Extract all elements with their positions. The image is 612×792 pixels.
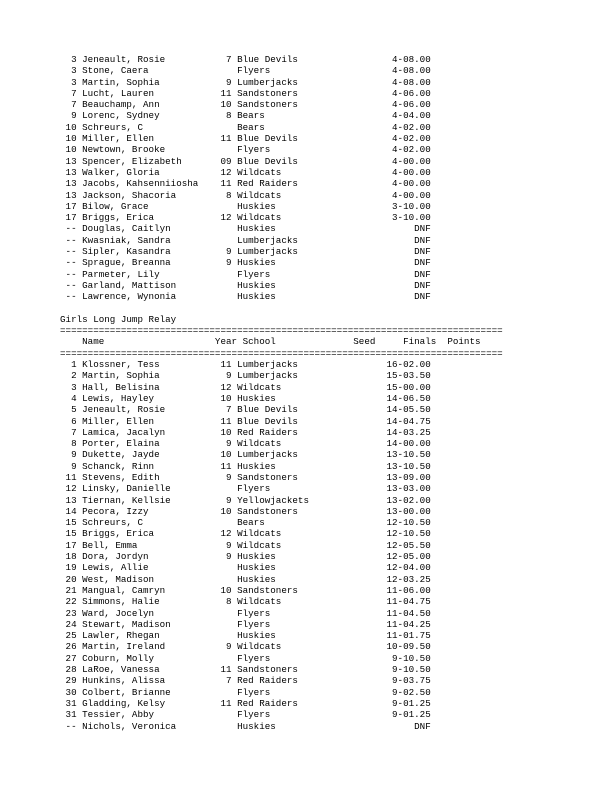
results-line: 13 Jackson, Shacoria 8 Wildcats 4-00.00 xyxy=(60,189,431,201)
results-line: 17 Bilow, Grace Huskies 3-10.00 xyxy=(60,200,431,212)
results-line: 29 Hunkins, Alissa 7 Red Raiders 9-03.75 xyxy=(60,675,431,687)
results-line: 3 Jeneault, Rosie 7 Blue Devils 4-08.00 xyxy=(60,54,431,65)
results-line: 2 Martin, Sophia 9 Lumberjacks 15-03.50 xyxy=(60,370,431,382)
results-line: 13 Walker, Gloria 12 Wildcats 4-00.00 xyxy=(60,166,431,178)
results-line: 13 Tiernan, Kellsie 9 Yellowjackets 13-02.00 xyxy=(60,494,431,506)
results-line: 10 Newtown, Brooke Flyers 4-02.00 xyxy=(60,144,431,156)
results-line: 7 Lucht, Lauren 11 Sandstoners 4-06.00 xyxy=(60,87,431,99)
results-line: 17 Bell, Emma 9 Wildcats 12-05.50 xyxy=(60,539,431,551)
results-listing xyxy=(60,54,503,732)
results-line: 31 Tessier, Abby Flyers 9-01.25 xyxy=(60,709,431,721)
results-line: 10 Schreurs, C Bears 4-02.00 xyxy=(60,121,431,133)
results-line: 15 Briggs, Erica 12 Wildcats 12-10.50 xyxy=(60,528,431,540)
results-line: 11 Stevens, Edith 9 Sandstoners 13-09.00 xyxy=(60,471,431,483)
results-line: 7 Beauchamp, Ann 10 Sandstoners 4-06.00 xyxy=(60,99,431,111)
results-line: 28 LaRoe, Vanessa 11 Sandstoners 9-10.50 xyxy=(60,664,431,676)
results-line: -- Parmeter, Lily Flyers DNF xyxy=(60,268,431,280)
results-line: 22 Simmons, Halie 8 Wildcats 11-04.75 xyxy=(60,596,431,608)
results-line: 15 Schreurs, C Bears 12-10.50 xyxy=(60,517,431,529)
results-line: -- Sprague, Breanna 9 Huskies DNF xyxy=(60,257,431,269)
results-line: 24 Stewart, Madison Flyers 11-04.25 xyxy=(60,618,431,630)
results-line: -- Garland, Mattison Huskies DNF xyxy=(60,279,431,291)
results-line: 21 Mangual, Camryn 10 Sandstoners 11-06.00 xyxy=(60,584,431,596)
results-line: 18 Dora, Jordyn 9 Huskies 12-05.00 xyxy=(60,551,431,563)
results-line: 14 Pecora, Izzy 10 Sandstoners 13-00.00 xyxy=(60,505,431,517)
results-line: 9 Dukette, Jayde 10 Lumberjacks 13-10.50 xyxy=(60,449,431,461)
results-line: 1 Klossner, Tess 11 Lumberjacks 16-02.00 xyxy=(60,359,431,371)
results-line: -- Lawrence, Wynonia Huskies DNF xyxy=(60,291,431,303)
results-line: 17 Briggs, Erica 12 Wildcats 3-10.00 xyxy=(60,212,431,224)
results-line: 30 Colbert, Brianne Flyers 9-02.50 xyxy=(60,686,431,698)
results-line: 19 Lewis, Allie Huskies 12-04.00 xyxy=(60,562,431,574)
results-line: -- Sipler, Kasandra 9 Lumberjacks DNF xyxy=(60,246,431,258)
results-line xyxy=(60,303,503,314)
results-line: 25 Lawler, Rhegan Huskies 11-01.75 xyxy=(60,630,431,642)
results-line: Name Year School Seed Finals Points xyxy=(60,336,481,348)
results-line: 12 Linsky, Danielle Flyers 13-03.00 xyxy=(60,483,431,495)
results-line: 27 Coburn, Molly Flyers 9-10.50 xyxy=(60,652,431,664)
results-line: 26 Martin, Ireland 9 Wildcats 10-09.50 xyxy=(60,641,431,653)
results-line: 31 Gladding, Kelsy 11 Red Raiders 9-01.25 xyxy=(60,697,431,709)
results-line: ================================================================================ xyxy=(60,325,503,337)
results-line: 23 Ward, Jocelyn Flyers 11-04.50 xyxy=(60,607,431,619)
results-line: 8 Porter, Elaina 9 Wildcats 14-00.00 xyxy=(60,438,431,450)
results-line: 10 Miller, Ellen 11 Blue Devils 4-02.00 xyxy=(60,133,431,145)
results-line: 20 West, Madison Huskies 12-03.25 xyxy=(60,573,431,585)
results-line: 6 Miller, Ellen 11 Blue Devils 14-04.75 xyxy=(60,415,431,427)
results-line: ================================================================================ xyxy=(60,347,503,359)
results-line: 3 Stone, Caera Flyers 4-08.00 xyxy=(60,65,431,77)
results-line: 5 Jeneault, Rosie 7 Blue Devils 14-05.50 xyxy=(60,404,431,416)
results-line: -- Douglas, Caitlyn Huskies DNF xyxy=(60,223,431,235)
results-line: -- Kwasniak, Sandra Lumberjacks DNF xyxy=(60,234,431,246)
results-line: 3 Hall, Belisina 12 Wildcats 15-00.00 xyxy=(60,381,431,393)
results-line: 13 Jacobs, Kahsenniiosha 11 Red Raiders 4-00.00 xyxy=(60,178,431,190)
results-line: Girls Long Jump Relay xyxy=(60,313,177,325)
results-line: 9 Schanck, Rinn 11 Huskies 13-10.50 xyxy=(60,460,431,472)
results-line: 7 Lamica, Jacalyn 10 Red Raiders 14-03.25 xyxy=(60,426,431,438)
results-line: 9 Lorenc, Sydney 8 Bears 4-04.00 xyxy=(60,110,431,122)
results-line: 13 Spencer, Elizabeth 09 Blue Devils 4-00.00 xyxy=(60,155,431,167)
results-line: 4 Lewis, Hayley 10 Huskies 14-06.50 xyxy=(60,392,431,404)
results-line: 3 Martin, Sophia 9 Lumberjacks 4-08.00 xyxy=(60,76,431,88)
results-line: -- Nichols, Veronica Huskies DNF xyxy=(60,720,431,732)
